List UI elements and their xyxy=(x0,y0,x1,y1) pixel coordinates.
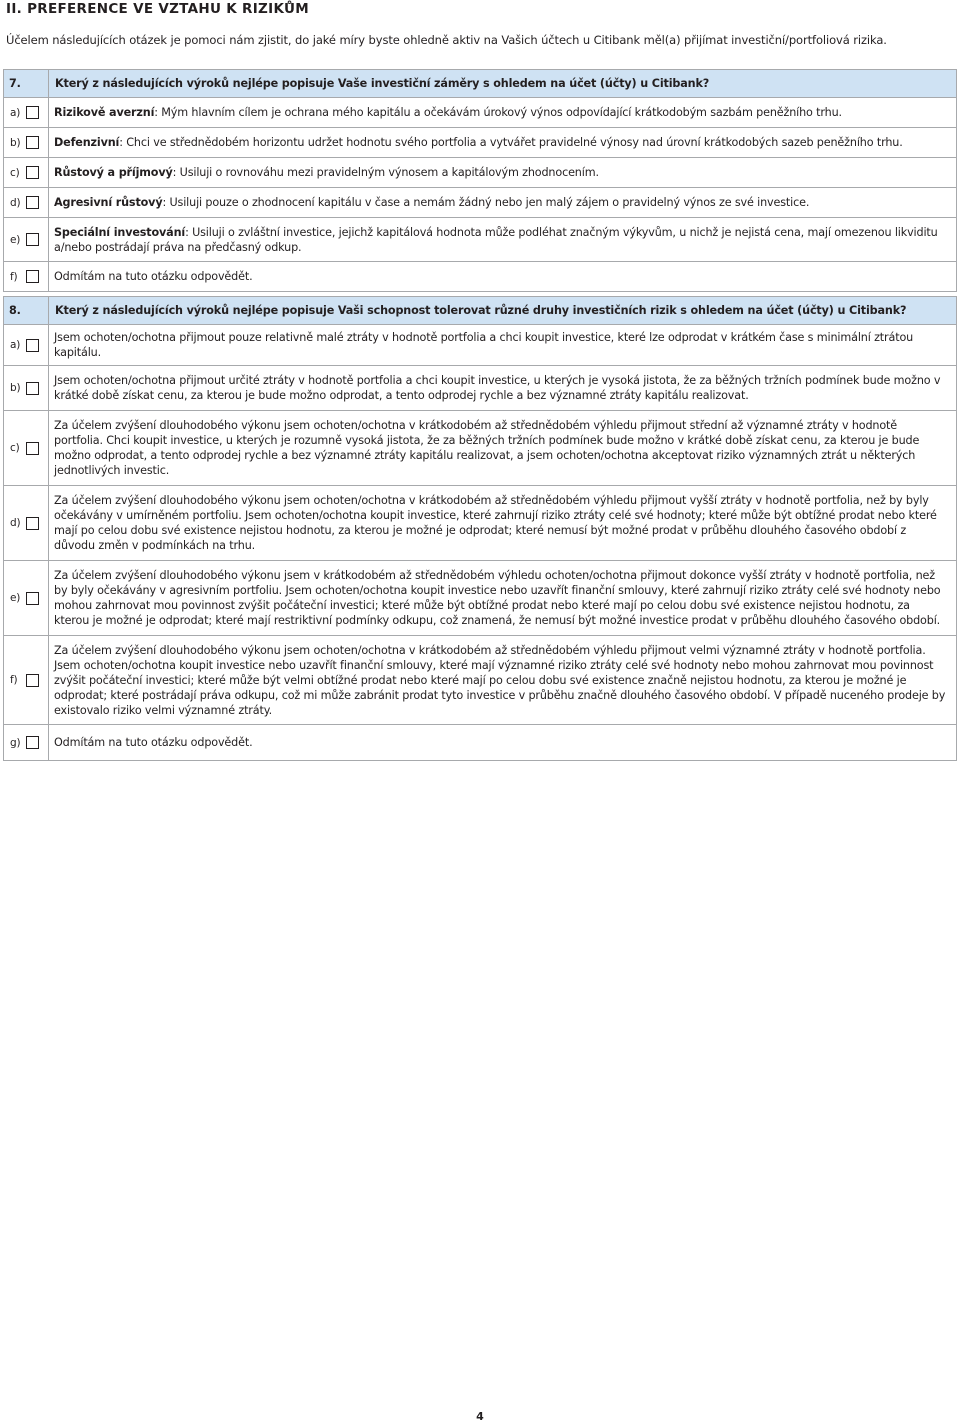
option-description: : Chci ve střednědobém horizontu udržet hodnotu svého portfolia a vytvářet pravidelné výnosy nad úrovní krátkodobých sazeb peněžního trhu. xyxy=(119,136,903,149)
question-8-header xyxy=(4,297,957,325)
option-row xyxy=(4,411,957,486)
section-heading: II. PREFERENCE VE VZTAHU K RIZIKŮM xyxy=(6,1,309,17)
option-label: Rizikově averzní xyxy=(54,106,155,119)
option-selector xyxy=(4,411,49,486)
option-row xyxy=(4,366,957,411)
option-description: : Usiluji pouze o zhodnocení kapitálu v čase a nemám žádný nebo jen malý zájem o pravidelný výnos ze své investice. xyxy=(162,196,810,209)
option-text: Jsem ochoten/ochotna přijmout pouze relativně malé ztráty v hodnotě portfolia a chci koupit investice, které lze odprodat v krátkém čase s minimální ztrátou kapitálu. xyxy=(49,325,957,366)
option-label: Defenzivní xyxy=(54,136,120,149)
option-row xyxy=(4,486,957,561)
option-letter: c) xyxy=(10,442,20,455)
option-text: Za účelem zvýšení dlouhodobého výkonu jsem v krátkodobém až střednědobém výhledu ochoten/ochotna přijmout dokonce vyšší ztráty v hodnotě portfolia, než by byly očekávány v agresivním portfoliu. Jsem ochoten/ochotna koupit investice nebo uzavřít finanční smlouvy, které zahrnují riziko ztráty celé své hodnoty nebo mohou zahrnovat mou povinnost zvýšit počáteční investici; které může být obtížné prodat nebo které mají po celou dobu své existence nejistou hodnotu, za kterou je možné je odprodat; které mají restriktivní podmínky odkupu, což znamená, že nemusí být možné investice prodat v průběhu dlouhého časového období. xyxy=(49,561,957,636)
option-selector xyxy=(4,325,49,366)
option-checkbox[interactable] xyxy=(26,382,39,395)
option-text xyxy=(49,128,957,158)
option-checkbox[interactable] xyxy=(26,674,39,687)
option-row xyxy=(4,128,957,158)
question-text: Který z následujících výroků nejlépe popisuje Vaši schopnost tolerovat různé druhy investičních rizik s ohledem na účet (účty) u Citibank? xyxy=(49,297,957,325)
option-letter: f) xyxy=(10,674,18,687)
option-selector xyxy=(4,98,49,128)
option-row xyxy=(4,561,957,636)
option-selector xyxy=(4,128,49,158)
option-label: Růstový a příjmový xyxy=(54,166,173,179)
option-checkbox[interactable] xyxy=(26,592,39,605)
option-text xyxy=(49,218,957,262)
question-8-table xyxy=(3,296,957,761)
page-number: 4 xyxy=(476,1410,484,1423)
option-checkbox[interactable] xyxy=(26,270,39,283)
question-7-table xyxy=(3,69,957,292)
option-letter: d) xyxy=(10,517,21,530)
option-text: Za účelem zvýšení dlouhodobého výkonu jsem ochoten/ochotna v krátkodobém až střednědobém výhledu přijmout vyšší ztráty v hodnotě portfolia, než by byly očekávány v umírněném portfoliu. Jsem ochoten/ochotna koupit investice, které zahrnují riziko ztráty celé své hodnoty; které může být obtížné prodat nebo které mají po celou dobu své existence nejistou hodnotu, za kterou je možné je odprodat; které nemusí být možné prodat v průběhu dlouhého časového období z důvodu změn v podmínkách na trhu. xyxy=(49,486,957,561)
option-checkbox[interactable] xyxy=(26,196,39,209)
option-letter: d) xyxy=(10,196,21,209)
option-selector xyxy=(4,725,49,761)
option-row xyxy=(4,188,957,218)
option-checkbox[interactable] xyxy=(26,517,39,530)
option-checkbox[interactable] xyxy=(26,166,39,179)
option-letter: b) xyxy=(10,382,21,395)
option-text xyxy=(49,262,957,292)
option-row xyxy=(4,636,957,725)
option-selector xyxy=(4,486,49,561)
option-selector xyxy=(4,188,49,218)
option-checkbox[interactable] xyxy=(26,339,39,352)
option-letter: g) xyxy=(10,736,21,749)
option-letter: b) xyxy=(10,136,21,149)
option-letter: a) xyxy=(10,339,21,352)
option-row xyxy=(4,98,957,128)
option-text: Za účelem zvýšení dlouhodobého výkonu jsem ochoten/ochotna v krátkodobém až střednědobém výhledu přijmout velmi významné ztráty v hodnotě portfolia. Jsem ochoten/ochotna koupit investice nebo uzavřít finanční smlouvy, které mají významné riziko ztráty celé své hodnoty nebo mohou zahrnovat mou povinnost zvýšit počáteční investici; které může být velmi obtížné prodat nebo které mají po celou dobu své existence značně nejistou hodnotu, za kterou je možné je odprodat; které postrádají práva odkupu, což mi může zabránit prodat tyto investice v průběhu značně dlouhého časového období. V případě nuceného prodeje by existovalo riziko velmi významné ztráty. xyxy=(49,636,957,725)
option-text xyxy=(49,158,957,188)
option-selector xyxy=(4,218,49,262)
option-text: Jsem ochoten/ochotna přijmout určité ztráty v hodnotě portfolia a chci koupit investice, u kterých je vysoká jistota, že za běžných tržních podmínek bude možno v krátké době získat cenu, za kterou je bude možno odprodat, a tento odprodej rychle a bez významné ztráty kapitálu realizovat. xyxy=(49,366,957,411)
option-row xyxy=(4,725,957,761)
option-checkbox[interactable] xyxy=(26,136,39,149)
option-text xyxy=(49,188,957,218)
option-text: Odmítám na tuto otázku odpovědět. xyxy=(49,725,957,761)
option-selector xyxy=(4,158,49,188)
question-number: 8. xyxy=(4,297,49,325)
section-intro: Účelem následujících otázek je pomoci nám zjistit, do jaké míry byste ohledně aktiv na Vašich účtech u Citibank měl(a) přijímat investiční/portfoliová rizika. xyxy=(6,33,887,47)
option-checkbox[interactable] xyxy=(26,442,39,455)
option-letter: a) xyxy=(10,106,21,119)
option-letter: f) xyxy=(10,270,18,283)
question-7-header xyxy=(4,70,957,98)
option-selector xyxy=(4,366,49,411)
question-text: Který z následujících výroků nejlépe popisuje Vaše investiční záměry s ohledem na účet (účty) u Citibank? xyxy=(49,70,957,98)
option-text: Za účelem zvýšení dlouhodobého výkonu jsem ochoten/ochotna v krátkodobém až střednědobém výhledu přijmout střední až významné ztráty v hodnotě portfolia. Chci koupit investice, u kterých je rozumně vysoká jistota, že za běžných tržních podmínek bude možno v krátké době získat cenu, za kterou je bude možno odprodat, a tento odprodej rychle a bez významné ztráty kapitálu realizovat, a jsem ochoten/ochotna akceptovat riziko významných ztrát u některých jednotlivých investic. xyxy=(49,411,957,486)
option-row xyxy=(4,218,957,262)
option-label: Agresivní růstový xyxy=(54,196,163,209)
option-letter: e) xyxy=(10,592,21,605)
option-description: : Usiluji o zvláštní investice, jejichž kapitálová hodnota může podléhat značným výkyvům, u nichž je nejistá cena, mají omezenou likviditu a/nebo postrádají práva na předčasný odkup. xyxy=(54,225,938,254)
option-checkbox[interactable] xyxy=(26,106,39,119)
option-row xyxy=(4,325,957,366)
option-checkbox[interactable] xyxy=(26,233,39,246)
option-description: : Mým hlavním cílem je ochrana mého kapitálu a očekávám úrokový výnos odpovídající krátkodobým sazbám peněžního trhu. xyxy=(154,106,842,119)
option-checkbox[interactable] xyxy=(26,736,39,749)
option-selector xyxy=(4,636,49,725)
option-selector xyxy=(4,561,49,636)
option-description: Odmítám na tuto otázku odpovědět. xyxy=(54,270,253,283)
option-letter: e) xyxy=(10,233,21,246)
option-selector xyxy=(4,262,49,292)
option-letter: c) xyxy=(10,166,20,179)
option-text xyxy=(49,98,957,128)
option-label: Speciální investování xyxy=(54,225,186,239)
option-row xyxy=(4,158,957,188)
option-row xyxy=(4,262,957,292)
question-number: 7. xyxy=(4,70,49,98)
option-description: : Usiluji o rovnováhu mezi pravidelným výnosem a kapitálovým zhodnocením. xyxy=(172,166,599,179)
